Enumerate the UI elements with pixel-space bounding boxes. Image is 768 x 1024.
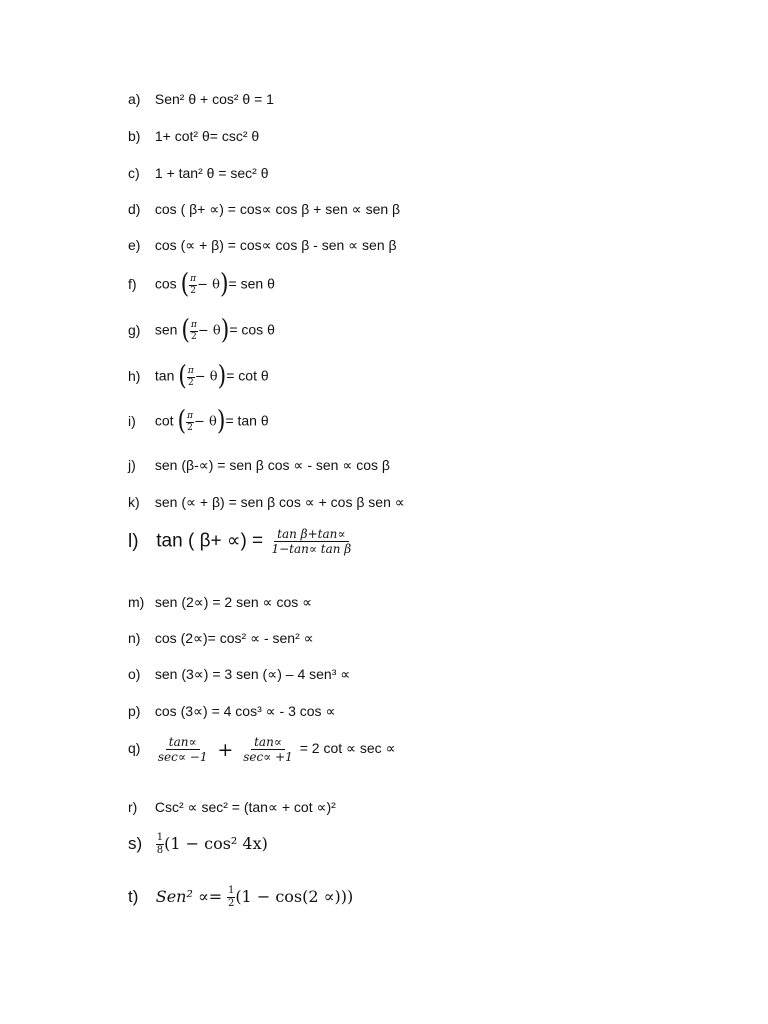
identity-m xyxy=(128,594,312,611)
formula-text: sen (β-∝) = sen β cos ∝ - sen ∝ cos β xyxy=(154,457,390,473)
formula-rhs: = tan θ xyxy=(225,412,269,429)
identity-a xyxy=(128,91,274,107)
item-label: p) xyxy=(128,703,141,719)
item-label: o) xyxy=(128,666,141,682)
identity-i: i) cot ( $\frac{\pi}{2}$ − θ)= tan θ xyxy=(128,405,269,437)
item-label: b) xyxy=(128,128,141,144)
formula-rhs: = cot θ xyxy=(226,367,269,384)
identity-h: h) tan ( $\frac{\pi}{2}$ − θ)= cot θ xyxy=(128,360,269,392)
item-label: d) xyxy=(128,201,141,217)
item-label: f) xyxy=(128,275,137,292)
formula-rhs: = sen θ xyxy=(228,275,275,292)
identity-n xyxy=(128,630,314,647)
formula-text: sen (∝ + β) = sen β cos ∝ + cos β sen ∝ xyxy=(154,494,405,510)
fraction-numerator: tan∝ xyxy=(251,736,285,750)
formula-rhs: = 2 cot ∝ sec ∝ xyxy=(299,740,396,757)
identity-o xyxy=(128,666,350,683)
fraction-denominator: 1−tan∝ tan β xyxy=(271,542,352,556)
fraction-numerator: 1 xyxy=(156,832,164,843)
fraction-denominator: sec∝ +1 xyxy=(243,750,293,764)
pi-over-2-fraction: $\frac{\pi}{2}$ xyxy=(190,273,197,296)
identity-f: f) cos ( $\frac{\pi}{2}$ − θ)= sen θ xyxy=(128,268,275,300)
formula-text: 1+ cot² θ= csc² θ xyxy=(154,128,260,144)
formula-rest: (1 − cos(2 ∝))) xyxy=(235,886,354,906)
formula-text: cos (2∝)= cos² ∝ - sen² ∝ xyxy=(154,630,314,646)
minus-theta: − θ xyxy=(197,323,221,339)
identity-d xyxy=(128,201,400,218)
fraction-denominator: 2 xyxy=(227,898,235,909)
tan-sum-fraction xyxy=(268,528,354,555)
item-label: s) xyxy=(128,833,143,853)
fraction-numerator: tan β+tan∝ xyxy=(274,528,348,542)
identity-q xyxy=(128,736,396,763)
pi-over-2-fraction: $\frac{\pi}{2}$ xyxy=(187,410,193,433)
item-label: j) xyxy=(128,457,136,473)
identity-e xyxy=(128,237,397,254)
item-label: c) xyxy=(128,165,140,181)
identity-j xyxy=(128,457,390,474)
item-label: t) xyxy=(128,886,139,906)
formula-text: cos ( β+ ∝) = cos∝ cos β + sen ∝ sen β xyxy=(154,201,401,217)
item-label: n) xyxy=(128,630,141,646)
fraction-numerator: tan∝ xyxy=(166,736,200,750)
item-label: h) xyxy=(128,367,141,384)
formula-text: Sen² θ + cos² θ = 1 xyxy=(154,91,274,107)
identity-l xyxy=(128,528,354,555)
fraction-numerator: 1 xyxy=(227,885,235,896)
one-eighth-fraction xyxy=(156,833,164,856)
formula-text: Csc² ∝ sec² = (tan∝ + cot ∝)² xyxy=(154,799,336,815)
formula-lhs: Sen² ∝= xyxy=(155,886,223,906)
identity-t xyxy=(128,886,353,909)
formula-rest: (1 − cos² 4x) xyxy=(164,833,268,853)
function-name: cos xyxy=(154,275,177,292)
identity-r xyxy=(128,799,336,816)
function-name: sen xyxy=(154,321,178,338)
item-label: g) xyxy=(128,321,141,338)
item-label: l) xyxy=(128,530,139,552)
item-label: i) xyxy=(128,412,136,429)
first-fraction xyxy=(155,736,211,763)
pi-over-2-fraction: $\frac{\pi}{2}$ xyxy=(190,319,197,342)
item-label: k) xyxy=(128,494,140,510)
identity-b xyxy=(128,128,259,144)
formula-text: cos (3∝) = 4 cos³ ∝ - 3 cos ∝ xyxy=(154,703,336,719)
fraction-denominator: 8 xyxy=(156,845,164,856)
formula-text: sen (2∝) = 2 sen ∝ cos ∝ xyxy=(154,594,313,610)
item-label: r) xyxy=(128,799,138,815)
identity-k xyxy=(128,494,405,511)
formula-rhs: = cos θ xyxy=(229,321,275,338)
identity-c xyxy=(128,165,269,181)
second-fraction xyxy=(240,736,296,763)
minus-theta: − θ xyxy=(193,414,217,430)
identity-g: g) sen ( $\frac{\pi}{2}$ − θ)= cos θ xyxy=(128,314,275,346)
minus-theta: − θ xyxy=(197,277,220,293)
function-name: tan xyxy=(154,367,175,384)
identity-p xyxy=(128,703,335,720)
formula-text: 1 + tan² θ = sec² θ xyxy=(154,165,269,181)
formula-text: sen (3∝) = 3 sen (∝) – 4 sen³ ∝ xyxy=(154,666,351,682)
minus-theta: − θ xyxy=(194,369,218,385)
function-name: cot xyxy=(154,412,174,429)
item-label: a) xyxy=(128,91,141,107)
item-label: q) xyxy=(128,740,141,757)
fraction-denominator: sec∝ −1 xyxy=(157,750,208,764)
plus-sign: + xyxy=(217,738,234,761)
identity-s xyxy=(128,833,268,856)
item-label: e) xyxy=(128,237,141,253)
formula-lhs: tan ( β+ ∝) = xyxy=(156,530,264,552)
item-label: m) xyxy=(128,594,145,610)
formula-text: cos (∝ + β) = cos∝ cos β - sen ∝ sen β xyxy=(154,237,397,253)
pi-over-2-fraction: $\frac{\pi}{2}$ xyxy=(187,365,194,388)
